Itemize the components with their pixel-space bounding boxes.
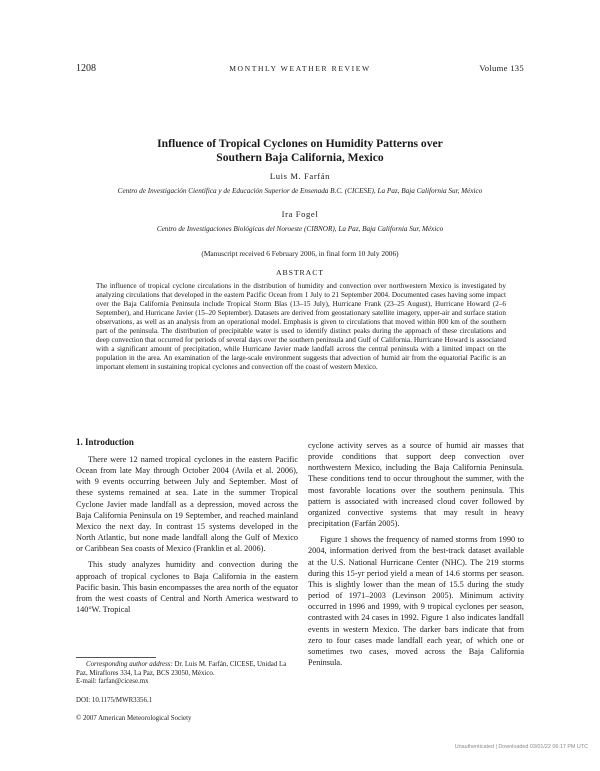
volume-label: Volume 135: [479, 63, 524, 73]
journal-name: MONTHLY WEATHER REVIEW: [229, 64, 371, 73]
download-watermark: Unauthenticated | Downloaded 03/01/22 06:17 PM UTC: [454, 744, 588, 750]
author-2: Ira Fogel: [281, 209, 319, 219]
footnote-address: Dr. Luis M. Farfán, CICESE, Unidad La Paz, Miraflores 334, La Paz, BCS 23050, México.: [76, 661, 287, 677]
footnote-divider: [76, 657, 156, 658]
abstract-heading: ABSTRACT: [276, 268, 324, 277]
paragraph: There were 12 named tropical cyclones in the eastern Pacific Ocean from late May through October 2004 (Avila et al. 2006), with 9 events occurring between July and September. Most of these systems remained at sea. Late in the summer Tropical Cyclone Javier made landfall as a depression, moved across the Baja California Peninsula on 19 September, and reached mainland Mexico the next day. In contrast 15 systems developed in the North Atlantic, but none made landfall along the Gulf of Mexico or Caribbean Sea coasts of Mexico (Franklin et al. 2006).: [76, 455, 298, 554]
paragraph: This study analyzes humidity and convection during the approach of tropical cyclones to Baja California in the eastern Pacific basin. This basin encompasses the area north of the equator from the west coasts of Central and North America westward to 140°W. Tropical: [76, 560, 298, 615]
affiliation-2: Centro de Investigaciones Biológicas del Noroeste (CIBNOR), La Paz, Baja California Sur, México: [156, 225, 444, 233]
footnote-email: E-mail: farfan@cicese.mx: [76, 678, 149, 686]
doi: DOI: 10.1175/MWR3356.1: [76, 697, 153, 704]
corresponding-author-footnote: [76, 661, 298, 687]
copyright: © 2007 American Meteorological Society: [76, 715, 192, 722]
paragraph: Figure 1 shows the frequency of named storms from 1990 to 2004, information derived from the best-track dataset available at the U.S. National Hurricane Center (NHC). The 219 storms during this 15-yr period yield a mean of 14.6 storms per season. This is slightly lower than the mean of 15.5 during the study period of 1971–2003 (Levinson 2005). Minimum activity occurred in 1996 and 1999, with 9 tropical cyclones per season, contrasted with 24 cases in 1992. Figure 1 also indicates landfall events in western Mexico. The darker bars indicate that from zero to four cases made landfall each year, of which one or sometimes two cases, moved across the Baja California Peninsula.: [308, 535, 524, 667]
author-1: Luis M. Farfán: [269, 171, 331, 181]
paragraph: cyclone activity serves as a source of humid air masses that provide conditions that support deep convection over northwestern Mexico, including the Baja California Peninsula. These conditions tend to occur throughout the summer, with the most favorable locations over the southern peninsula. This pattern is associated with increased cloud cover followed by organized convective systems that may result in heavy precipitation (Farfán 2005).: [308, 441, 524, 529]
title-line-1: Influence of Tropical Cyclones on Humidity Patterns over: [157, 137, 443, 150]
footnote-label: Corresponding author address:: [86, 661, 173, 668]
section-heading-introduction: 1. Introduction: [76, 437, 134, 447]
manuscript-dates: (Manuscript received 6 February 2006, in final form 10 July 2006): [201, 249, 399, 258]
affiliation-1: Centro de Investigación Científica y de Educación Superior de Ensenada B.C. (CICESE), La Paz, Baja California Sur, México: [117, 187, 483, 195]
right-column: [308, 440, 524, 668]
title-line-2: Southern Baja California, Mexico: [216, 151, 384, 164]
left-column: [76, 454, 298, 615]
page-number: 1208: [76, 63, 96, 74]
abstract-text: The influence of tropical cyclone circulations in the distribution of humidity and convection over northwestern Mexico is investigated by analyzing circulations that developed in the eastern Pacific Ocean from 1 July to 21 September 2004. Documented cases having some impact over the Baja California Peninsula include Tropical Storm Blas (13–15 July), Hurricane Frank (23–25 August), Hurricane Howard (2–6 September), and Hurricane Javier (15–20 September). Datasets are derived from geostationary satellite imagery, upper-air and surface station observations, as well as an analysis from an operational model. Emphasis is given to circulations that moved within 800 km of the southern part of the peninsula. The distribution of precipitable water is used to identify distinct peaks during the approach of these circulations and deep convection that occurred for periods of several days over the southern peninsula and Gulf of California. Hurricane Howard is associated with a significant amount of precipitation, while Hurricane Javier made landfall across the central peninsula with a limited impact on the population in the area. An examination of the large-scale environment suggests that advection of humid air from the equatorial Pacific is an important element in sustaining tropical cyclones and convection off the coast of western Mexico.: [96, 282, 506, 372]
paper-title: [90, 137, 510, 165]
